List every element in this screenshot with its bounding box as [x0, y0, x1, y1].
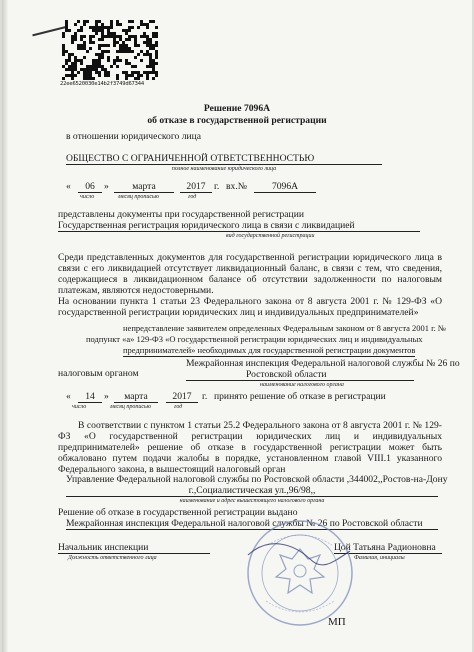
- reason-line-2: подпункт «а» 129-ФЗ «О государственной регистрации юридических лиц и индивидуальных: [86, 334, 423, 344]
- date2-year: 2017: [166, 391, 198, 403]
- official-seal-stamp: [240, 515, 360, 635]
- date2-month: марта: [114, 391, 158, 403]
- date1-day: 06: [78, 181, 102, 193]
- date1-year: 2017: [180, 181, 212, 193]
- date2-day: 14: [78, 391, 102, 403]
- incoming-number-label: вх.№: [226, 181, 247, 192]
- tax-authority-line-2: Ростовской области: [186, 369, 414, 381]
- barcode-number: 22ee6520030e14b2f3749d67344: [60, 81, 145, 87]
- paragraph-reason: Среди представленных документов для государственной регистрации юридического лица в связи с его ликвидацией отсутствует ликвидационный баланс, в связи с тем, что сведения, содержащиеся в ликвидационном балансе об отсутствии задолженности по налоговым платежам, являются недостоверными.: [58, 252, 442, 296]
- company-name-hint: полное наименование юридического лица: [171, 166, 277, 172]
- paragraph-appeal: В соответствии с пунктом 1 статьи 25.2 Федерального закона от 8 августа 2001 г. № 129-ФЗ «О государственной регистрации юридических лиц и индивидуальных предпринимателей» решение об отказе в государственной регистрации может быть обжаловано путем подачи жалобы в порядке, установленном главой VIII.1 указанного Федерального закона, в вышестоящий налоговый орган: [58, 420, 442, 475]
- tax-authority-line-1: Межрайонная инспекция Федеральной налоговой службы № 26 по: [186, 358, 460, 369]
- document-page: 22ee6520030e14b2f3749d67344 Решение 7096А об отказе в государственной регистрации в отношении юридического лица ОБЩЕСТВО С ОГРАНИЧЕННОЙ ОТВЕТСТВЕННОСТЬЮ полное наименование юридического лица « 06 » марта 2017 г. вх.№ 7096А число месяц прописью год представлены документы при государственной регистрации Государственная регистрация юридического лица в связи с ликвидацией вид государственной регистрации Среди представленных документов для государственной регистрации юридического лица в связи с его ликвидацией отсутствует ликвидационный баланс, в связи с тем, что сведения, содержащиеся в ликвидационном балансе об отсутствии задолженности по налоговым платежам, являются недостоверными. На основании пункта 1 статьи 23 Федерального закона от 8 августа 2001 г. № 129-ФЗ «О государственной регистрации юридических лиц и индивидуальных предпринимателей» непредставление заявителем определенных Федеральным законом от 8 августа 2001 г. № подпункт «а» 129-ФЗ «О государственной регистрации юридических лиц и индивидуальных предпринимателей» необходимых для государственной регистрации документов налоговым органом Межрайонная инспекция Федеральной налоговой службы № 26 по Ростовской области наименование налогового органа « 14 » марта 2017 г. принято решение об отказе в регистрации число месяц прописью год В соответствии с пунктом 1 статьи 25.2 Федерального закона от 8 августа 2001 г. № 129-ФЗ «О государственной регистрации юридических лиц и индивидуальных предпринимателей» решение об отказе в государственной регистрации может быть обжаловано путем подачи жалобы в порядке, установленном главой VIII.1 указанного Федерального закона, в вышестоящий налоговый орган Управление Федеральной налоговой службы по Ростовской области ,344002,,Ростов-на-Дону г.,Социалистическая ул.,96/98,, наименование и адрес вышестоящего налогового органа Решение об отказе в государственной регистрации выдано Межрайонная инспекция Федеральной налоговой службы № 26 по Ростовской области Начальник инспекции Должность ответственного лица Цой Татьяна Радионовна Фамилия, инициалы МП: [2, 0, 472, 652]
- signer-name: Цой Татьяна Радионовна: [334, 542, 442, 554]
- stamp-mark-label: МП: [328, 616, 346, 628]
- tax-authority-label: налоговым органом: [58, 368, 139, 379]
- company-name: ОБЩЕСТВО С ОГРАНИЧЕННОЙ ОТВЕТСТВЕННОСТЬЮ: [66, 153, 382, 165]
- decision-subtitle: об отказе в государственной регистрации: [147, 115, 327, 126]
- reason-line-1: непредставление заявителем определенных Федеральным законом от 8 августа 2001 г. №: [123, 323, 447, 333]
- barcode-image: [62, 20, 158, 80]
- date1-month: марта: [114, 181, 174, 193]
- issued-label: Решение об отказе в государственной регистрации выдано: [58, 507, 298, 518]
- decision-title: Решение 7096А: [203, 103, 271, 114]
- signer-role-hint: Должность ответственного лица: [68, 555, 157, 561]
- signer-name-hint: Фамилия, инициалы: [354, 555, 405, 561]
- submitted-label: представлены документы при государственной регистрации: [58, 209, 304, 220]
- registration-type-hint: вид государственной регистрации: [226, 233, 315, 239]
- issued-by: Межрайонная инспекция Федеральной налоговой службы № 26 по Ростовской области: [66, 518, 438, 530]
- signer-role: Начальник инспекции: [58, 542, 210, 554]
- higher-authority-line-2: г.,Социалистическая ул.,96/98,,: [66, 485, 438, 497]
- paragraph-basis: На основании пункта 1 статьи 23 Федерального закона от 8 августа 2001 г. № 129-ФЗ «О государственной регистрации юридических лиц и индивидуальных предпринимателей»: [58, 296, 442, 318]
- higher-authority-line-1: Управление Федеральной налоговой службы по Ростовской области ,344002,,Ростов-на-Дону: [66, 474, 448, 485]
- tax-authority-hint: наименование налогового органа: [260, 382, 344, 388]
- incoming-number: 7096А: [254, 181, 316, 193]
- reason-line-3: предпринимателей» необходимых для государственной регистрации документов: [123, 345, 416, 355]
- higher-authority-hint: наименование и адрес вышестоящего налогового органа: [179, 498, 325, 504]
- registration-type: Государственная регистрация юридического лица в связи с ликвидацией: [58, 220, 420, 232]
- decision-text: принято решение об отказе в регистрации: [214, 391, 386, 402]
- regarding-label: в отношении юридического лица: [66, 131, 202, 142]
